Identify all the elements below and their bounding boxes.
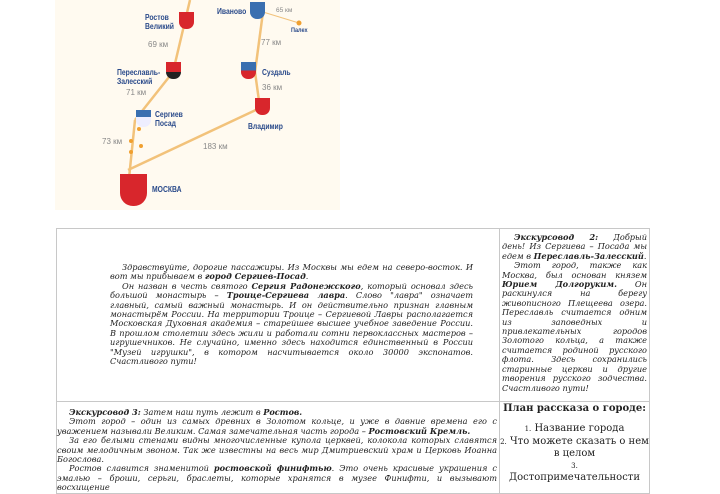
guide2-paragraph-2: Этот город, также как Москва, был основан князем Юрием Долгоруким. Он раскинулся на берегу живописного Плещеева озера. Переславль считается одним из заповедных и привлекательных городов Золотого кольца, а также считается родиной русского флота. Здесь сохранились старинные церкви и другие творения русского зодчества. Счастливого пути! — [502, 260, 647, 393]
moscow-crest-icon — [120, 174, 147, 206]
route-dot — [139, 144, 143, 148]
city-label-suzdal: Суздаль — [262, 68, 291, 77]
plan-cell — [500, 402, 650, 494]
plan-list — [500, 423, 649, 484]
guide3-paragraph-2: Этот город – один из самых древних в Золотом кольце, и уже в давние времена его с уважением называли Великим. Самая замечательная часть города – Ростовский Кремль. — [57, 416, 497, 436]
guide3-paragraph-4: Ростов славится знаменитой ростовской финифтью. Это очень красивые украшения с эмалью – броши, серьги, браслеты, которые хранятся в музее Финифти, и вызывают восхищение — [57, 463, 497, 493]
city-label-moscow: МОСКВА — [152, 185, 182, 194]
pereslavl-crest-icon — [166, 62, 181, 79]
guide2-label: Экскурсовод 2: — [514, 232, 599, 242]
guide1-paragraph-1: Здравствуйте, дорогие пассажиры. Из Москвы мы едем на северо-восток. И вот мы прибываем в город Сергиев-Посад. — [110, 262, 473, 282]
distance-label: 73 км — [102, 137, 123, 146]
plan-title: План рассказа о городе: — [503, 403, 646, 414]
plan-item: 3. Достопримечательности — [508, 461, 641, 484]
palekh-dot — [297, 21, 302, 26]
guide3-cell — [57, 402, 500, 494]
guide2-cell — [500, 229, 650, 402]
guide3-paragraph-3: За его белыми стенами видны многочисленные купола церквей, колокола которых славятся своим мелодичным звоном. Так же известны на весь мир Дмитриевский храм и Церковь Иоанна Богослова. — [57, 435, 497, 465]
route-dot — [129, 150, 133, 154]
route-map — [55, 0, 340, 210]
city-label-palekh: Палех — [291, 27, 308, 34]
suzdal-crest-icon — [241, 62, 256, 79]
city-label-ivanovo: Иваново — [217, 7, 247, 16]
city-label-vladimir: Владимир — [248, 122, 283, 131]
plan-item: 2. Что можете сказать о нем в целом — [500, 435, 649, 460]
guide3-paragraph-1: Экскурсовод 3: Затем наш путь лежит в Ростов. — [69, 407, 303, 417]
excursion-table — [56, 228, 650, 494]
distance-label: 36 км — [262, 83, 283, 92]
route-dot — [137, 127, 141, 131]
guide3-label: Экскурсовод 3: — [69, 407, 141, 417]
distance-label: 65 км — [276, 7, 293, 14]
route-dot — [129, 139, 133, 143]
ivanovo-crest-icon — [250, 2, 265, 19]
distance-label: 71 км — [126, 88, 147, 97]
distance-label: 77 км — [261, 38, 282, 47]
vladimir-crest-icon — [255, 98, 270, 115]
city-label-sergiev-posad: Сергиев Посад — [155, 110, 183, 128]
sergiev-posad-crest-icon — [136, 110, 151, 127]
distance-label: 183 км — [203, 142, 228, 151]
guide2-paragraph-1: Экскурсовод 2: Добрый день! Из Сергиева – Посада мы едем в Переславль-Залесский. — [502, 232, 647, 261]
city-label-pereslavl: Переславль- Залесский — [117, 68, 161, 86]
guide1-paragraph-2: Он назван в честь святого Сергия Радонежского, который основал здесь большой монастырь – Троице-Сергиева лавра. Слово "лавра" означает главный, самый важный монастырь. И он действительно признан главным монастырём России. На территории Троице – Сергиевой Лавры располагается Московская Духовная академия – старейшее высшее учебное заведение России. В прошлом столетии здесь жили и работали сотни первоклассных мастеров – игрушечников. Не случайно, именно здесь находится единственный в России "Музей игрушки", в котором насчитывается около 30000 экспонатов. Счастливого пути! — [110, 280, 474, 367]
guide1-cell — [57, 229, 500, 402]
distance-label: 69 км — [148, 40, 169, 49]
city-label-rostov: Ростов Великий — [145, 13, 174, 31]
rostov-crest-icon — [179, 12, 194, 29]
plan-item: 1. Название города — [524, 423, 625, 435]
